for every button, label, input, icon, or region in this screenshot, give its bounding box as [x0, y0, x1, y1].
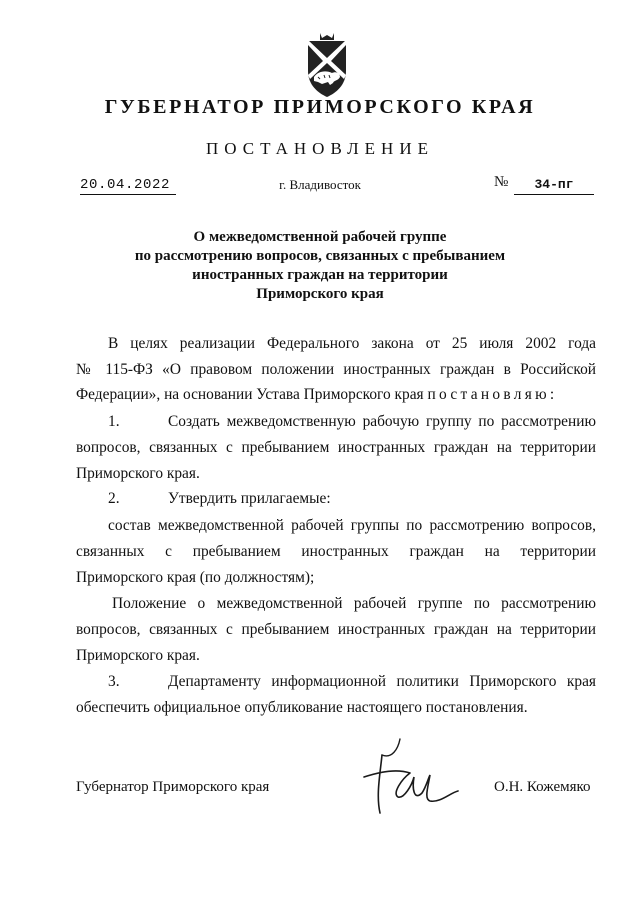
document-title	[0, 228, 640, 304]
body-text: состав межведомственной рабочей группы по рассмотрению вопросов,	[108, 517, 596, 534]
body-line: вопросов, связанных с пребыванием иностранных граждан на территории	[76, 621, 596, 638]
body-line: связанных с пребыванием иностранных граждан на территории	[76, 543, 596, 560]
body-line	[76, 672, 596, 692]
body-line: вопросов, связанных с пребыванием иностранных граждан на территории	[76, 439, 596, 456]
body-line: Приморского края (по должностям);	[76, 569, 315, 586]
title-line: по рассмотрению вопросов, связанных с пребыванием	[134, 248, 506, 264]
body-text: Создать межведомственную рабочую группу по рассмотрению	[168, 413, 596, 430]
body-text: :	[549, 386, 555, 403]
document-type: ПОСТАНОВЛЕНИЕ	[205, 139, 434, 158]
body-line: Приморского края.	[76, 465, 200, 482]
title-line: О межведомственной рабочей группе	[193, 229, 447, 245]
body-text: Утвердить прилагаемые:	[168, 490, 331, 507]
signatory-position: Губернатор Приморского края	[76, 779, 270, 795]
title-line: Приморского края	[256, 286, 384, 302]
body-line: обеспечить официальное опубликование настоящего постановления.	[76, 699, 528, 716]
list-number	[76, 490, 168, 507]
document-date: 20.04.2022	[80, 176, 176, 195]
body-text: Положение о межведомственной рабочей группе по рассмотрению	[112, 595, 596, 612]
body-line	[76, 412, 596, 432]
body-line	[76, 334, 596, 354]
issuing-authority: ГУБЕРНАТОР ПРИМОРСКОГО КРАЯ	[104, 96, 536, 118]
signatory-name: О.Н. Кожемяко	[494, 779, 591, 795]
resolution-word: постановляю	[427, 386, 550, 403]
list-number	[76, 413, 168, 430]
list-number	[76, 673, 168, 690]
document-number: 34-пг	[514, 176, 594, 195]
primorsky-krai-coat-of-arms-icon	[300, 33, 354, 99]
body-text: Федерации», на основании Устава Приморского края	[76, 386, 428, 403]
body-line	[76, 489, 596, 509]
body-line	[76, 594, 596, 614]
document-city: г. Владивосток	[279, 177, 361, 192]
body-line: № 115-ФЗ «О правовом положении иностранных граждан в Российской	[76, 361, 596, 378]
handwritten-signature-icon	[352, 735, 462, 820]
body-text: Департаменту информационной политики Приморского края	[168, 673, 596, 690]
body-line	[76, 516, 596, 536]
body-line: Приморского края.	[76, 647, 200, 664]
item-number: 1.	[108, 413, 120, 430]
body-text: В целях реализации Федерального закона от 25 июля 2002 года	[108, 335, 596, 352]
body-line	[76, 385, 596, 405]
title-line: иностранных граждан на территории	[192, 267, 448, 283]
number-sign: №	[494, 174, 509, 190]
item-number: 3.	[108, 673, 120, 690]
item-number: 2.	[108, 490, 120, 507]
